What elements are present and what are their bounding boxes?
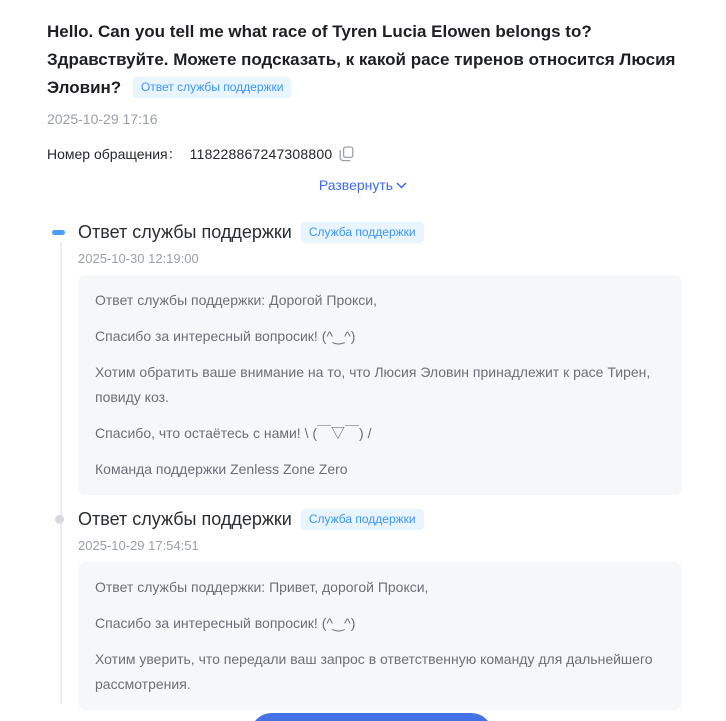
- support-team-badge: Служба поддержки: [301, 509, 424, 530]
- reply-paragraph: Ответ службы поддержки: Дорогой Прокси,: [95, 292, 378, 308]
- reply-header: [78, 509, 682, 530]
- reply-paragraph: Команда поддержки Zenless Zone Zero: [95, 461, 348, 477]
- ticket-number-value: 118228867247308800: [189, 146, 333, 162]
- reply-paragraph: Хотим уверить, что передали ваш запрос в ответственную команду для дальнейшего рассмотрения.: [95, 651, 653, 692]
- expand-row: [47, 177, 679, 195]
- reply-paragraph: Спасибо за интересный вопросик! (^‿^): [95, 615, 356, 631]
- copy-icon[interactable]: [339, 146, 354, 162]
- reply-entry: [78, 222, 682, 495]
- reply-timestamp: 2025-10-29 17:54:51: [78, 538, 199, 553]
- reply-paragraph: Спасибо за интересный вопросик! (^‿^): [95, 328, 356, 344]
- primary-action-button[interactable]: [250, 713, 493, 721]
- reply-title: Ответ службы поддержки: [78, 222, 292, 242]
- support-team-badge: Служба поддержки: [301, 222, 424, 243]
- question-title-ru: Здравствуйте. Можете подсказать, к какой расе тиренов относится Люсия Эловин?: [47, 50, 676, 97]
- timeline-line: [60, 242, 62, 704]
- ticket-number-row: [47, 144, 679, 164]
- reply-message-box: [78, 562, 682, 710]
- reply-title: Ответ службы поддержки: [78, 509, 292, 529]
- reply-paragraph: Спасибо, что остаётесь с нами! \ (￣▽￣) /: [95, 425, 372, 441]
- chevron-down-icon: [396, 182, 407, 189]
- question-date: 2025-10-29 17:16: [47, 111, 158, 127]
- reply-paragraph: Хотим обратить ваше внимание на то, что Люсия Эловин принадлежит к расе Тирен, повиду коз.: [95, 364, 651, 405]
- expand-label: Развернуть: [318, 177, 394, 193]
- question-title-en: Hello. Can you tell me what race of Tyren Lucia Elowen belongs to?: [47, 22, 592, 41]
- question-block: [0, 0, 726, 195]
- timeline-dash-marker-icon: [52, 230, 65, 235]
- reply-message-box: [78, 275, 682, 495]
- reply-paragraph: Ответ службы поддержки: Привет, дорогой Прокси,: [95, 579, 429, 595]
- replies-timeline: [0, 222, 726, 710]
- expand-button[interactable]: [319, 177, 407, 193]
- reply-header: [78, 222, 682, 243]
- reply-entry: [78, 509, 682, 710]
- support-reply-badge: Ответ службы поддержки: [133, 77, 292, 98]
- question-title: [47, 18, 679, 102]
- reply-timestamp: 2025-10-30 12:19:00: [78, 251, 199, 266]
- timeline-dot-marker-icon: [55, 515, 64, 524]
- ticket-number-label: Номер обращения：: [47, 146, 182, 162]
